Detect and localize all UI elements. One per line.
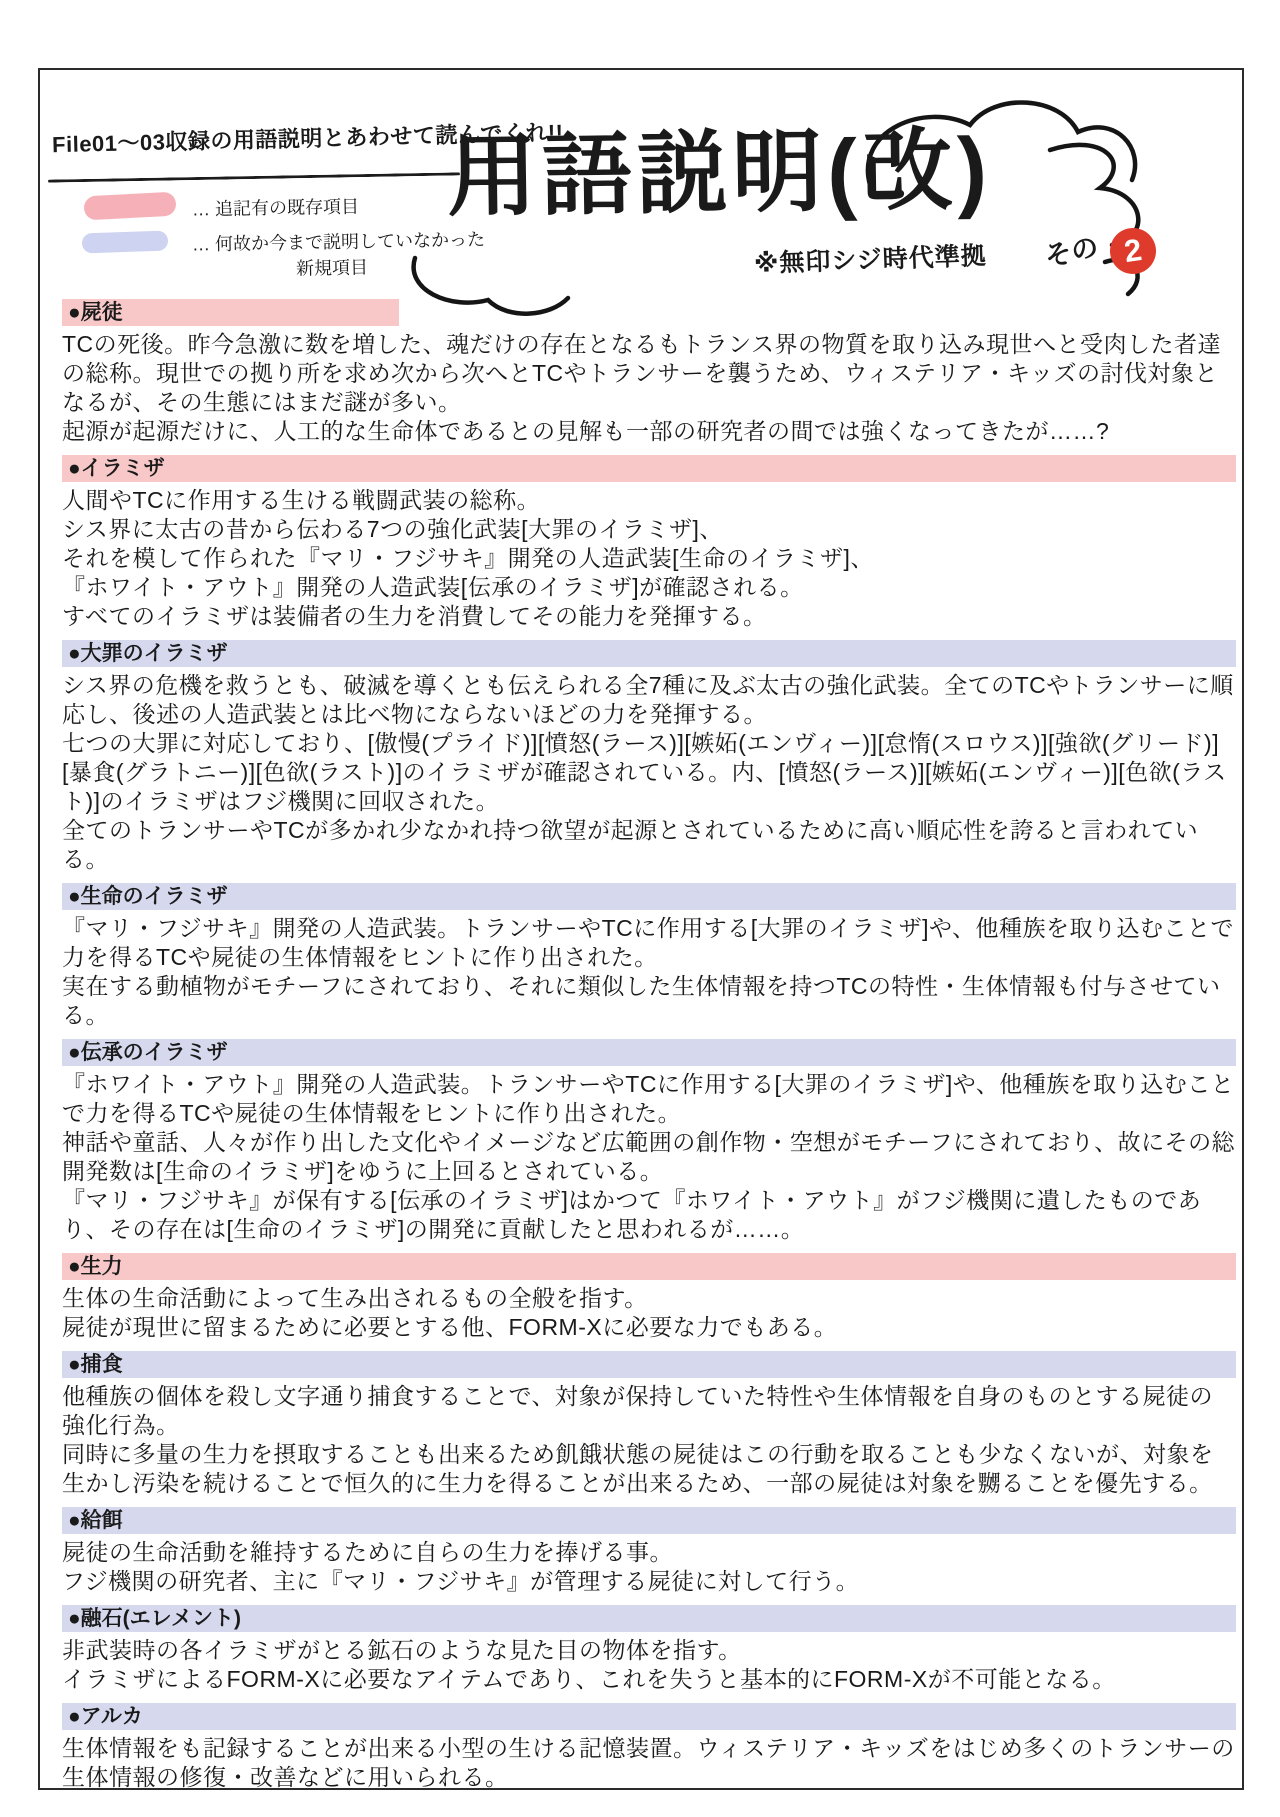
section-body <box>62 1636 1236 1694</box>
document-page-frame <box>38 68 1244 1790</box>
section-term: ●捕食 <box>68 1353 123 1376</box>
definition-paragraph: 全てのトランサーやTCが多かれ少なかれ持つ欲望が起源とされているために高い順応性を誇ると言われている。 <box>62 817 1199 872</box>
section-term-bar <box>62 1253 1236 1280</box>
definition-paragraph: 生体情報をも記録することが出来る小型の生ける記憶装置。ウィステリア・キッズをはじめ多くのトランサーの生体情報の修復・改善などに用いられる。 <box>62 1735 1235 1790</box>
glossary-section <box>62 883 1236 1030</box>
glossary-section <box>62 1039 1236 1244</box>
section-term: ●生命のイラミザ <box>68 885 228 908</box>
section-term-bar <box>62 299 399 326</box>
definition-paragraph: 他種族の個体を殺し文字通り捕食することで、対象が保持していた特性や生体情報を自身のものとする屍徒の強化行為。 <box>62 1383 1214 1438</box>
legend-label-existing: … 追記有の既存項目 <box>191 196 360 220</box>
section-body <box>62 1538 1236 1596</box>
section-term-bar <box>62 640 1236 667</box>
definition-paragraph: すべてのイラミザは装備者の生力を消費してその能力を発揮する。 <box>62 603 767 629</box>
definition-paragraph: 同時に多量の生力を摂取することも出来るため飢餓状態の屍徒はこの行動を取ることも少なくないが、対象を生かし汚染を続けることで恒久的に生力を得ることが出来るため、一部の屍徒は対象を嬲ることを優先する。 <box>62 1441 1214 1496</box>
legend-swatch-existing <box>83 192 176 221</box>
glossary-section <box>62 1351 1236 1498</box>
definition-paragraph: 人間やTCに作用する生ける戦闘武装の総称。 <box>62 487 541 513</box>
section-term-bar <box>62 1605 1236 1632</box>
definition-paragraph: 屍徒の生命活動を維持するために自らの生力を捧げる事。 <box>62 1539 673 1565</box>
definition-paragraph: シス界に太古の昔から伝わる7つの強化武装[大罪のイラミザ]、 <box>62 516 723 542</box>
section-body <box>62 1734 1236 1790</box>
glossary-section <box>62 1507 1236 1596</box>
definition-paragraph: イラミザによるFORM-Xに必要なアイテムであり、これを失うと基本的にFORM-Xが不可能となる。 <box>62 1666 1116 1692</box>
page-title: 用語説明(改) <box>446 120 993 228</box>
issue-number-badge: 2 <box>1107 225 1159 277</box>
definition-paragraph: 『ホワイト・アウト』開発の人造武装。トランサーやTCに作用する[大罪のイラミザ]や、他種族を取り込むことで力を得るTCや屍徒の生体情報をヒントに作り出された。 <box>62 1071 1235 1126</box>
section-term-bar <box>62 1507 1236 1534</box>
legend-label-new-line1: … 何故か今まで説明していなかった <box>191 229 486 255</box>
page-header <box>40 70 1242 299</box>
definition-paragraph: 生体の生命活動によって生み出されるもの全般を指す。 <box>62 1285 648 1311</box>
glossary-sections <box>40 299 1242 1790</box>
section-term-bar <box>62 883 1236 910</box>
definition-paragraph: それを模して作られた『マリ・フジサキ』開発の人造武装[生命のイラミザ]、 <box>62 545 874 571</box>
handwritten-note: File01〜03収録の用語説明とあわせて読んでくれ!! <box>51 119 564 158</box>
definition-paragraph: 七つの大罪に対応しており、[傲慢(プライド)][憤怒(ラース)][嫉妬(エンヴィー)][怠惰(スロウス)][強欲(グリード)][暴食(グラトニー)][色欲(ラスト)]のイラミザが確認されている。内、[憤怒(ラース)][嫉妬(エンヴィー)][色欲(ラスト)]のイラミザはフジ機関に回収された。 <box>62 730 1227 814</box>
title-sono-label: その <box>1041 231 1102 273</box>
section-term: ●アルカ <box>68 1705 143 1728</box>
section-term-bar <box>62 1351 1236 1378</box>
section-term: ●給餌 <box>68 1509 123 1532</box>
definition-paragraph: 非武装時の各イラミザがとる鉱石のような見た目の物体を指す。 <box>62 1637 742 1663</box>
section-term: ●融石(エレメント) <box>68 1607 242 1630</box>
section-term: ●屍徒 <box>68 301 123 324</box>
definition-paragraph: フジ機関の研究者、主に『マリ・フジサキ』が管理する屍徒に対して行う。 <box>62 1568 860 1594</box>
definition-paragraph: シス界の危機を救うとも、破滅を導くとも伝えられる全7種に及ぶ太古の強化武装。全てのTCやトランサーに順応し、後述の人造武装とは比べ物にならないほどの力を発揮する。 <box>62 672 1234 727</box>
definition-paragraph: 実在する動植物がモチーフにされており、それに類似した生体情報を持つTCの特性・生体情報も付与させている。 <box>62 973 1221 1028</box>
section-body <box>62 1070 1236 1244</box>
section-body <box>62 671 1236 874</box>
glossary-section <box>62 1605 1236 1694</box>
legend-swatch-new <box>82 231 169 254</box>
section-term-bar <box>62 1703 1236 1730</box>
section-term: ●イラミザ <box>68 457 165 480</box>
section-term: ●伝承のイラミザ <box>68 1041 228 1064</box>
definition-paragraph: 『ホワイト・アウト』開発の人造武装[伝承のイラミザ]が確認される。 <box>62 574 804 600</box>
definition-paragraph: 起源が起源だけに、人工的な生命体であるとの見解も一部の研究者の間では強くなってきたが……? <box>62 418 1110 444</box>
section-term-bar <box>62 455 1236 482</box>
section-body <box>62 486 1236 631</box>
section-term: ●生力 <box>68 1255 123 1278</box>
glossary-section <box>62 640 1236 874</box>
definition-paragraph: 『マリ・フジサキ』が保有する[伝承のイラミザ]はかつて『ホワイト・アウト』がフジ機関に遺したものであり、その存在は[生命のイラミザ]の開発に貢献したと思われるが……。 <box>62 1187 1202 1242</box>
glossary-section <box>62 1253 1236 1342</box>
definition-paragraph: 屍徒が現世に留まるために必要とする他、FORM-Xに必要な力でもある。 <box>62 1314 838 1340</box>
definition-paragraph: 神話や童話、人々が作り出した文化やイメージなど広範囲の創作物・空想がモチーフにされており、故にその総開発数は[生命のイラミザ]をゆうに上回るとされている。 <box>62 1129 1236 1184</box>
section-body <box>62 1382 1236 1498</box>
legend-label-new-line2: 新規項目 <box>295 257 369 279</box>
glossary-section <box>62 1703 1236 1790</box>
definition-paragraph: 『マリ・フジサキ』開発の人造武装。トランサーやTCに作用する[大罪のイラミザ]や、他種族を取り込むことで力を得るTCや屍徒の生体情報をヒントに作り出された。 <box>62 915 1235 970</box>
section-term-bar <box>62 1039 1236 1066</box>
definition-paragraph: TCの死後。昨今急激に数を増した、魂だけの存在となるもトランス界の物質を取り込み現世へと受肉した者達の総称。現世での拠り所を求め次から次へとTCやトランサーを襲うため、ウィステリア・キッズの討伐対象となるが、その生態にはまだ謎が多い。 <box>62 331 1221 415</box>
glossary-section <box>62 455 1236 631</box>
section-body <box>62 914 1236 1030</box>
page-subtitle: ※無印シジ時代準拠 <box>753 241 988 279</box>
note-underline <box>48 172 460 182</box>
section-term: ●大罪のイラミザ <box>68 642 228 665</box>
section-body <box>62 1284 1236 1342</box>
